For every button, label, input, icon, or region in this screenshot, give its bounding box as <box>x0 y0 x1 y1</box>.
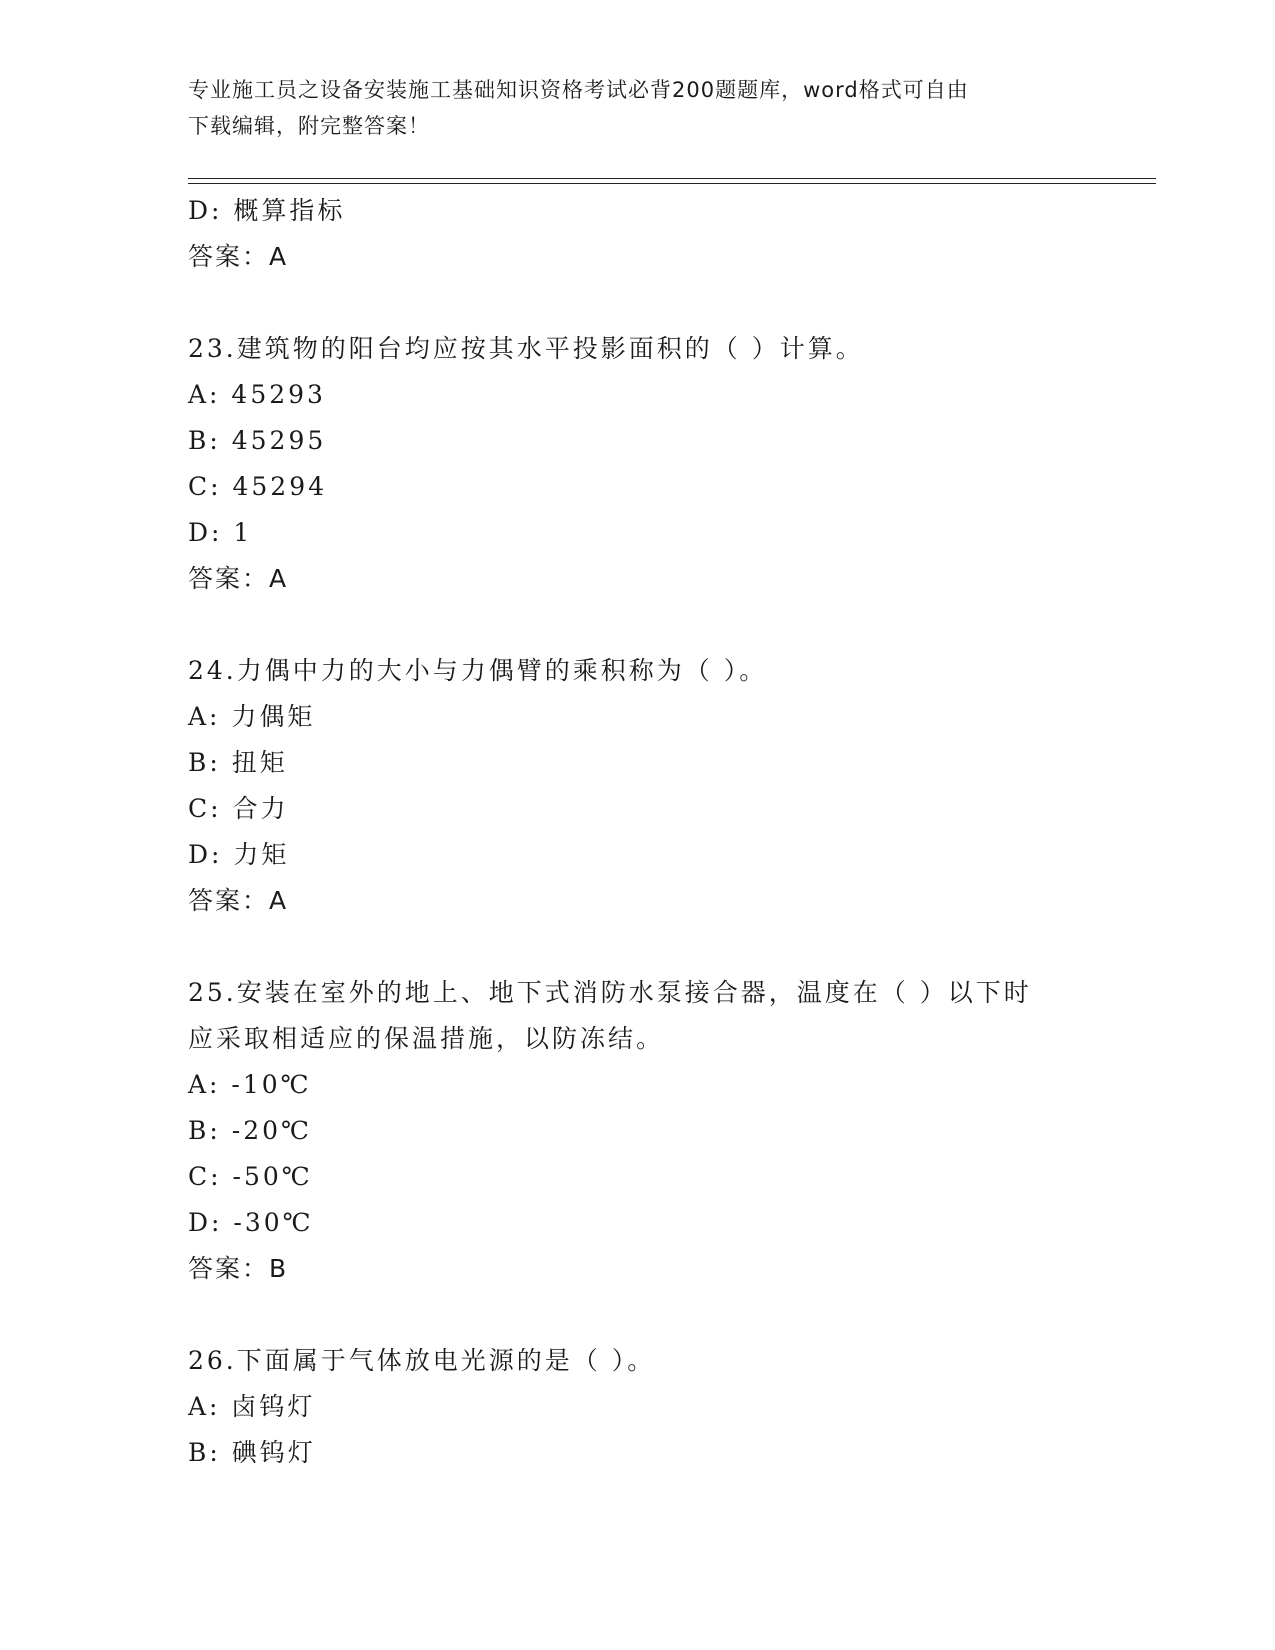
header-rule-top <box>188 178 1156 179</box>
option-line: D: 概算指标 <box>188 196 346 225</box>
question-text: 25.安装在室外的地上、地下式消防水泵接合器，温度在（ ）以下时 <box>188 978 1032 1007</box>
question-text: 23.建筑物的阳台均应按其水平投影面积的（ ）计算。 <box>188 334 864 363</box>
question-list <box>188 188 1088 1476</box>
option-line: A: 卤钨灯 <box>188 1392 316 1421</box>
option-line: C: 45294 <box>188 472 328 501</box>
option-line: D: 1 <box>188 518 253 547</box>
spacer <box>188 602 1088 648</box>
option-line: D: -30℃ <box>188 1208 314 1237</box>
header-line-1: 专业施工员之设备安装施工基础知识资格考试必背200题题库，word格式可自由 <box>188 78 969 102</box>
option-line: B: 扭矩 <box>188 748 288 777</box>
question-text: 26.下面属于气体放电光源的是（ ）。 <box>188 1346 656 1375</box>
option-line: C: 合力 <box>188 794 289 823</box>
header-line-2: 下载编辑，附完整答案！ <box>188 114 430 138</box>
option-line: A: 力偶矩 <box>188 702 316 731</box>
spacer <box>188 924 1088 970</box>
option-line: D: 力矩 <box>188 840 290 869</box>
option-line: B: 碘钨灯 <box>188 1438 316 1467</box>
answer-line: 答案：A <box>188 564 289 593</box>
option-line: B: -20℃ <box>188 1116 312 1145</box>
answer-line: 答案：A <box>188 242 289 271</box>
question-text-continued: 应采取相适应的保温措施，以防冻结。 <box>188 1024 665 1053</box>
option-line: B: 45295 <box>188 426 327 455</box>
document-header <box>188 72 1088 144</box>
answer-line: 答案：B <box>188 1254 289 1283</box>
spacer <box>188 280 1088 326</box>
option-line: A: -10℃ <box>188 1070 312 1099</box>
option-line: C: -50℃ <box>188 1162 313 1191</box>
question-text: 24.力偶中力的大小与力偶臂的乘积称为（ ）。 <box>188 656 768 685</box>
option-line: A: 45293 <box>188 380 326 409</box>
answer-line: 答案：A <box>188 886 289 915</box>
spacer <box>188 1292 1088 1338</box>
header-rule-bottom <box>188 183 1156 184</box>
